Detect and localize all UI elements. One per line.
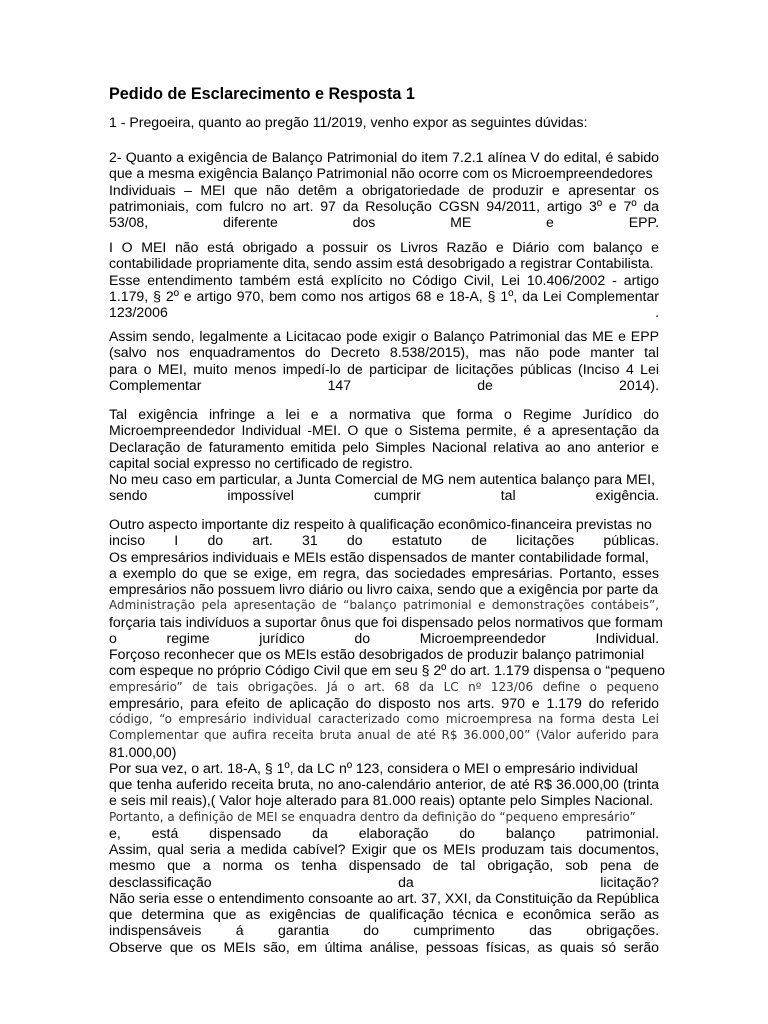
text-line: empresário” de tais obrigações. Já o art. 68 da LC nº 123/06 define o pequeno [109, 679, 659, 694]
text-line: sendo impossível cumprir tal exigência. [109, 487, 659, 504]
text-line: que a mesma exigência Balanço Patrimonial não ocorre com os Microempreendedores [109, 165, 653, 182]
text-line: Assim sendo, legalmente a Licitacao pode exigir o Balanço Patrimonial das ME e EPP [109, 328, 659, 344]
text-line: Outro aspecto importante diz respeito à qualificação econômico-financeira previstas no [109, 516, 652, 532]
paragraph-3 [109, 239, 659, 320]
text-line: e seis mil reais),( Valor hoje alterado para 81.000 reais) optante pelo Simples Nacional. [109, 792, 654, 809]
document-title: Pedido de Esclarecimento e Resposta 1 [109, 85, 415, 103]
text-line: Complementar 147 de 2014). [109, 376, 659, 393]
text-line: (salvo nos enquadramentos do Decreto 8.538/2015), mas não pode manter tal [109, 344, 659, 361]
text-line: que tenha auferido receita bruta, no ano-calendário anterior, de até R$ 36.000,00 (trinta [109, 776, 659, 792]
text-line: e, está dispensado da elaboração do balanço patrimonial. [109, 824, 659, 841]
text-line: código, “o empresário individual caracterizado como microempresa na forma desta Lei [109, 712, 659, 726]
text-line: Os empresários individuais e MEIs estão dispensados de manter contabilidade formal, [109, 548, 649, 565]
text-line: a exemplo do que se exige, em regra, das sociedades empresárias. Portanto, esses [109, 564, 659, 581]
text-line: Declaração de faturamento emitida pelo Simples Nacional relativa ao ano anterior e [109, 438, 659, 455]
text-line: patrimoniais, com fulcro no art. 97 da Resolução CGSN 94/2011, artigo 3º e 7º da [109, 197, 659, 214]
paragraph-2 [109, 149, 659, 230]
text-line: Assim, qual seria a medida cabível? Exigir que os MEIs produzam tais documentos, [109, 841, 659, 857]
text-line: Microempreendedor Individual -MEI. O que o Sistema permite, é a apresentação da [109, 422, 659, 439]
text-line: Individuais – MEI que não detêm a obrigatoriedade de produzir e apresentar os [109, 181, 659, 198]
text-line: forçaria tais indivíduos a suportar ônus que foi dispensado pelos normativos que formam [109, 613, 663, 630]
text-line: que determina que as exigências de qualificação técnica e econômica serão as [109, 906, 659, 922]
text-line: Observe que os MEIs são, em última análise, pessoas físicas, as quais só serão [109, 938, 659, 955]
text-line: 81.000,00) [109, 743, 177, 760]
text-line: com espeque no próprio Código Civil que em seu § 2º do art. 1.179 dispensa o “pequeno [109, 662, 665, 679]
text-line: inciso I do art. 31 do estatuto de licitações públicas. [109, 532, 659, 549]
text-line: 53/08, diferente dos ME e EPP. [109, 214, 659, 230]
text-line: mesmo que a norma os tenha dispensado de tal obrigação, sob pena de [109, 857, 659, 874]
text-line: Portanto, a definição de MEI se enquadra dentro da definição do “pequeno empresário” [109, 809, 636, 824]
text-line: Tal exigência infringe a lei e a normativa que forma o Regime Jurídico do [109, 406, 659, 422]
text-line: o regime jurídico do Microempreendedor Individual. [109, 629, 659, 646]
text-line: Por sua vez, o art. 18-A, § 1º, da LC nº 123, considera o MEI o empresário individual [109, 759, 638, 776]
text-line: 123/2006 . [109, 304, 659, 320]
paragraph-5 [109, 406, 659, 504]
text-line: indispensáveis á garantia do cumprimento das obrigações. [109, 922, 659, 939]
text-line: para o MEI, muito menos impedí-lo de participar de licitações públicas (Inciso 4 Lei [109, 360, 659, 377]
text-line: empresários não possuem livro diário ou livro caixa, sendo que a exigência por parte da [109, 581, 659, 597]
paragraph-6 [109, 516, 665, 955]
text-line: desclassificação da licitação? [109, 873, 659, 890]
text-line: empresário, para efeito de aplicação do disposto nos arts. 970 e 1.179 do referido [109, 694, 659, 711]
text-line: 2- Quanto a exigência de Balanço Patrimonial do item 7.2.1 alínea V do edital, é sabido [109, 149, 659, 165]
text-line: 1 - Pregoeira, quanto ao pregão 11/2019, venho expor as seguintes dúvidas: [109, 114, 588, 130]
text-line: Não seria esse o entendimento consoante ao art. 37, XXI, da Constituição da República [109, 889, 659, 906]
text-line: I O MEI não está obrigado a possuir os Livros Razão e Diário com balanço e [109, 239, 659, 255]
text-line: capital social expresso no certificado de registro. [109, 454, 413, 471]
text-line: Administração pela apresentação de “balanço patrimonial e demonstrações contábeis”, [109, 598, 659, 613]
text-line: No meu caso em particular, a Junta Comercial de MG nem autentica balanço para MEI, [109, 471, 656, 487]
paragraph-4 [109, 328, 659, 393]
text-line: contabilidade propriamente dita, sendo assim está desobrigado a registrar Contabilista. [109, 255, 654, 272]
text-line: Complementar que aufira receita bruta anual de até R$ 36.000,00” (Valor auferido para [109, 728, 659, 743]
intro-paragraph [109, 114, 659, 130]
text-line: Esse entendimento também está explícito no Código Civil, Lei 10.406/2002 - artigo [109, 271, 659, 288]
text-line: Forçoso reconhecer que os MEIs estão desobrigados de produzir balanço patrimonial [109, 646, 645, 662]
text-line: 1.179, § 2º e artigo 970, bem como nos artigos 68 e 18-A, § 1º, da Lei Complementar [109, 287, 659, 304]
